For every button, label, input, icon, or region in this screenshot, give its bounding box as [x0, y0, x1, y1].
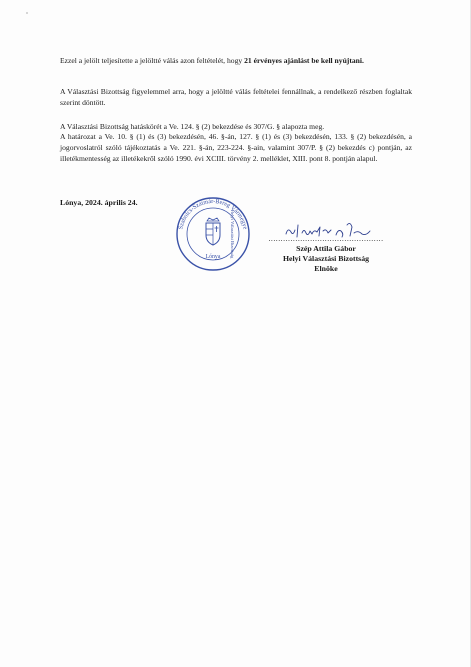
signatory-role: Elnöke [314, 264, 338, 273]
stamp-bottom-text: Lónya [205, 254, 221, 260]
paragraph-legal-basis: A határozat a Ve. 10. § (1) és (3) bekezdésén, 46. §-án, 127. § (1) és (3) bekezdésén, 133. § (2) bekezdésén, a jogorvoslatról szóló tájékoztatás a Ve. 221. §-án, 223-224. §-ain, valamint 307/P. § (2) bekezdés c) pontján, az illetékmentesség az illetékekről szóló 1990. évi XCIII. törvény 2. melléklet, XIII. pont 8. pontján alapul. [60, 132, 412, 163]
signatory-name: Szép Attila Gábor [296, 244, 356, 253]
paragraph-recommendations [60, 55, 412, 66]
document-date: Lónya, 2024. április 24. [60, 198, 138, 207]
paragraph-competence: A Választási Bizottság hatáskörét a Ve. 124. § (2) bekezdése és 307/G. § alapozta meg. [60, 122, 325, 131]
official-stamp [170, 192, 256, 272]
paragraph-recommendations-text: Ezzel a jelölt teljesítette a jelöltté válás azon feltételét, hogy [60, 56, 245, 65]
paragraph-decision: A Választási Bizottság figyelemmel arra, hogy a jelöltté válás feltételei fennállnak, a rendelkező részben foglaltak szerint döntött. [60, 87, 412, 107]
coat-of-arms-icon [206, 218, 220, 245]
stamp-middle-text: Helyi Választási Bizottság [230, 209, 235, 259]
scan-speck [26, 12, 28, 14]
signatory-body: Helyi Választási Bizottság [282, 254, 370, 263]
paragraph-recommendations-bold: 21 érvényes ajánlást be kell nyújtani. [244, 56, 364, 65]
signature-line: ............................................... [268, 234, 384, 243]
signature-block [256, 234, 396, 274]
stamp-top-text: Szabolcs-Szatmár-Bereg Vármegye [177, 197, 249, 230]
